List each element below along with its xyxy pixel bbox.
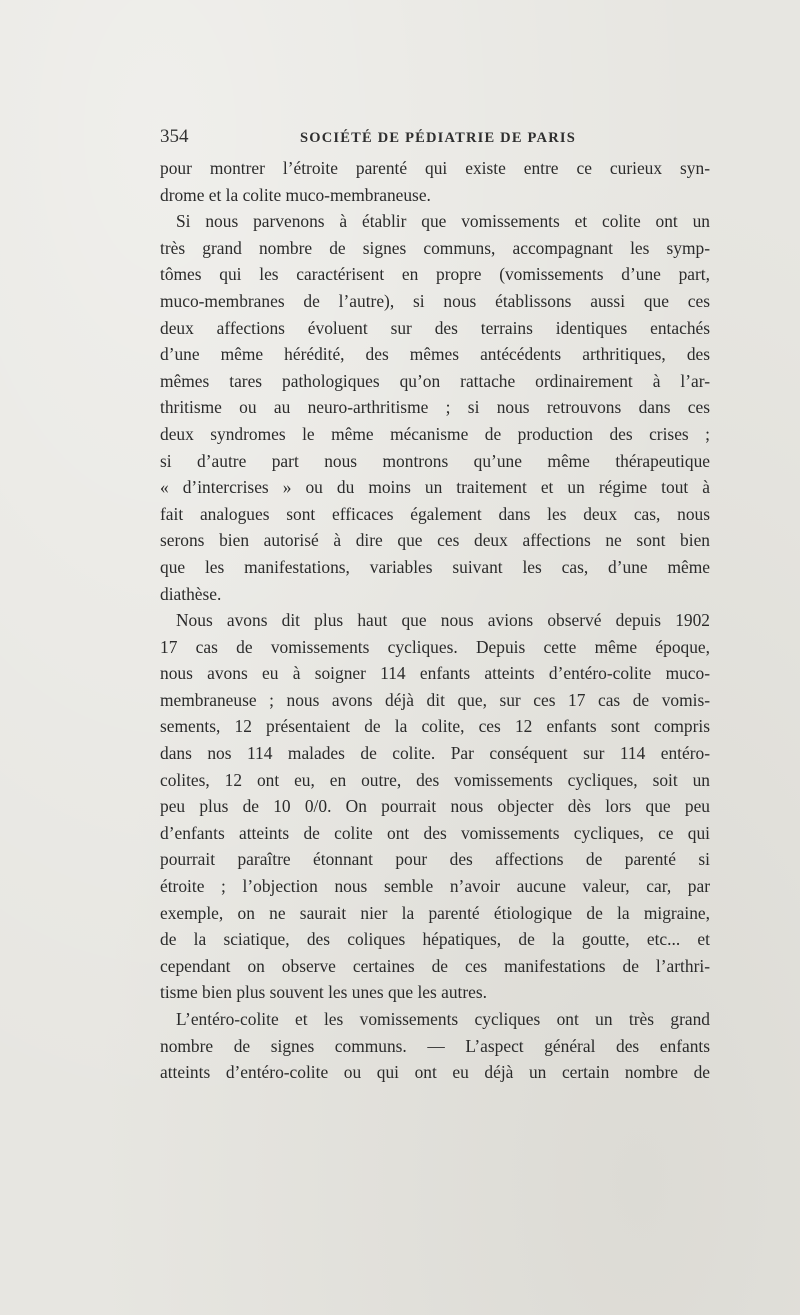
text-line: nous avons eu à soigner 114 enfants atteints d’entéro-colite muco-	[160, 663, 710, 684]
text-line: d’une même hérédité, des mêmes antécédents arthritiques, des	[160, 344, 710, 365]
text-line: 17 cas de vomissements cycliques. Depuis cette même époque,	[160, 636, 710, 657]
text-line: étroite ; l’objection nous semble n’avoir aucune valeur, car, par	[160, 876, 710, 897]
text-line: muco-membranes de l’autre), si nous établissons aussi que ces	[160, 290, 710, 311]
text-line: pour montrer l’étroite parenté qui existe entre ce curieux syn-	[160, 158, 710, 178]
text-line: de la sciatique, des coliques hépatiques, de la goutte, etc... et	[160, 929, 710, 950]
text-line: fait analogues sont efficaces également dans les deux cas, nous	[160, 503, 710, 524]
text-line: que les manifestations, variables suivant les cas, d’une même	[160, 556, 710, 577]
text-line: dans nos 114 malades de colite. Par conséquent sur 114 entéro-	[160, 743, 710, 764]
text-line: cependant on observe certaines de ces manifestations de l’arthri-	[160, 955, 710, 976]
text-line: exemple, on ne saurait nier la parenté étiologique de la migraine,	[160, 902, 710, 923]
text-line: pourrait paraître étonnant pour des affections de parenté si	[160, 849, 710, 870]
text-line: deux affections évoluent sur des terrains identiques entachés	[160, 317, 710, 338]
text-line: sements, 12 présentaient de la colite, ces 12 enfants sont compris	[160, 716, 710, 737]
text-line: Si nous parvenons à établir que vomissements et colite ont un	[176, 211, 710, 232]
page-number: 354	[160, 126, 189, 147]
text-line: Nous avons dit plus haut que nous avions observé depuis 1902	[176, 610, 710, 631]
text-line: serons bien autorisé à dire que ces deux affections ne sont bien	[160, 530, 710, 551]
text-line: « d’intercrises » ou du moins un traitement et un régime tout à	[160, 477, 710, 498]
text-line: tisme bien plus souvent les unes que les autres.	[160, 982, 487, 1003]
text-line: tômes qui les caractérisent en propre (vomissements d’une part,	[160, 264, 710, 285]
text-line: deux syndromes le même mécanisme de production des crises ;	[160, 423, 710, 444]
text-line: atteints d’entéro-colite ou qui ont eu déjà un certain nombre de	[160, 1062, 710, 1083]
text-line: colites, 12 ont eu, en outre, des vomissements cycliques, soit un	[160, 769, 710, 790]
text-line: si d’autre part nous montrons qu’une même thérapeutique	[160, 450, 710, 471]
text-line: nombre de signes communs. — L’aspect général des enfants	[160, 1035, 710, 1056]
text-line: mêmes tares pathologiques qu’on rattache ordinairement à l’ar-	[160, 370, 710, 391]
text-line: d’enfants atteints de colite ont des vomissements cycliques, ce qui	[160, 822, 710, 843]
text-line: très grand nombre de signes communs, accompagnant les symp-	[160, 237, 710, 258]
text-line: drome et la colite muco-membraneuse.	[160, 184, 431, 205]
text-line: diathèse.	[160, 583, 222, 604]
text-line: membraneuse ; nous avons déjà dit que, sur ces 17 cas de vomis-	[160, 689, 710, 710]
text-line: L’entéro-colite et les vomissements cycliques ont un très grand	[176, 1009, 710, 1029]
running-head	[160, 126, 710, 150]
body-text	[160, 155, 710, 1086]
journal-title: SOCIÉTÉ DE PÉDIATRIE DE PARIS	[300, 130, 576, 146]
text-line: thritisme ou au neuro-arthritisme ; si nous retrouvons dans ces	[160, 397, 710, 418]
text-line: peu plus de 10 0/0. On pourrait nous objecter dès lors que peu	[160, 796, 710, 817]
